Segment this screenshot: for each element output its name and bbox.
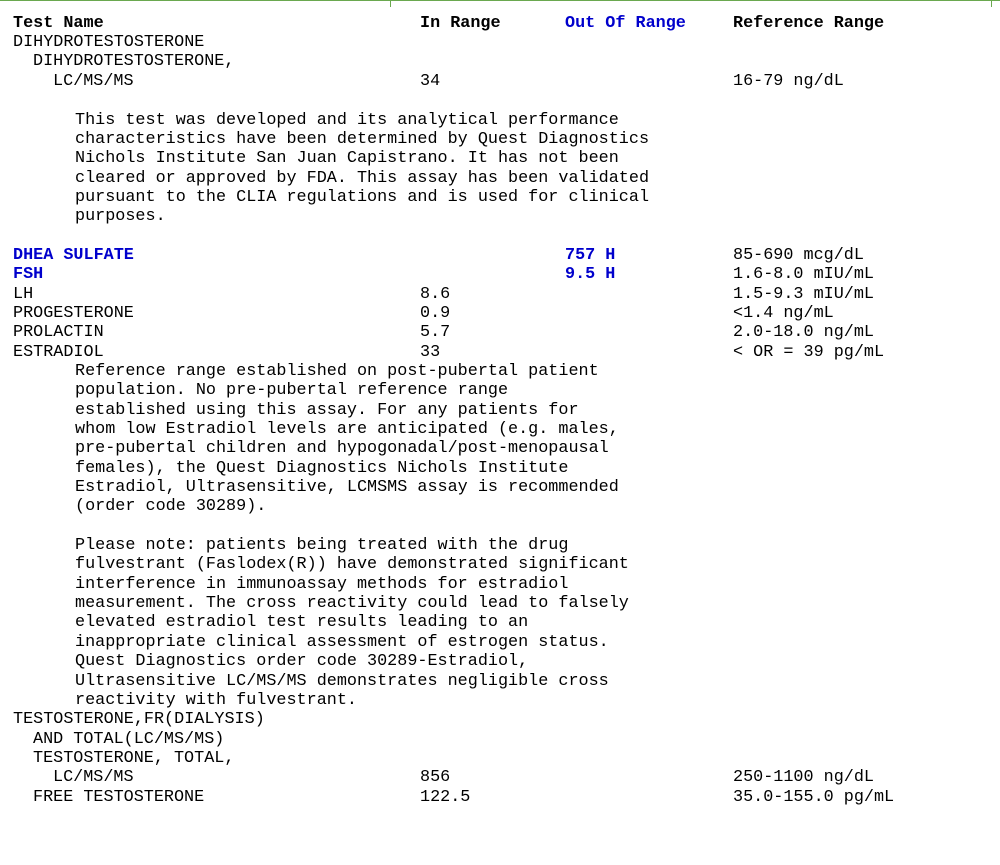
dht-note-line: characteristics have been determined by Quest Diagnostics [75,130,650,149]
testosterone-subtitle-row [0,730,1000,749]
dht-subtitle-row [0,52,1000,71]
result-reference: < OR = 39 pg/mL [733,343,885,362]
estradiol-note-line: Reference range established on post-pubertal patient [75,362,599,381]
result-name: FSH [13,265,44,284]
result-in-range: 8.6 [420,285,451,304]
estradiol-note-line: population. No pre-pubertal reference range [75,381,509,400]
estradiol-note-line: established using this assay. For any patients for [75,401,579,420]
estradiol-note2-line: measurement. The cross reactivity could lead to falsely [75,594,629,613]
result-in-range: 33 [420,343,441,362]
estradiol-note2-line: interference in immunoassay methods for estradiol [75,575,569,594]
testosterone-title-row [0,710,1000,729]
estradiol-note2-line: elevated estradiol test results leading to an [75,613,529,632]
estradiol-note2-line: reactivity with fulvestrant. [75,691,357,710]
dht-title-row [0,33,1000,52]
dht-method: LC/MS/MS [53,72,134,91]
dht-note-line: cleared or approved by FDA. This assay has been validated [75,169,650,188]
testosterone-free-value: 122.5 [420,788,471,807]
header-reference-range: Reference Range [733,14,885,33]
result-reference: 2.0-18.0 ng/mL [733,323,874,342]
dht-note-line: purposes. [75,207,166,226]
dht-note-line: pursuant to the CLIA regulations and is used for clinical [75,188,650,207]
result-row-fsh [0,265,1000,284]
result-in-range: 5.7 [420,323,451,342]
estradiol-note2-line: fulvestrant (Faslodex(R)) have demonstrated significant [75,555,629,574]
testosterone-total-title: TESTOSTERONE, TOTAL, [33,749,235,768]
result-reference: 85-690 mcg/dL [733,246,864,265]
estradiol-note2-line: Quest Diagnostics order code 30289-Estradiol, [75,652,529,671]
header-in-range: In Range [420,14,501,33]
testosterone-subtitle: AND TOTAL(LC/MS/MS) [33,730,225,749]
testosterone-free-reference: 35.0-155.0 pg/mL [733,788,895,807]
testosterone-total-value: 856 [420,768,451,787]
estradiol-note-line: pre-pubertal children and hypogonadal/post-menopausal [75,439,609,458]
dht-note-line: This test was developed and its analytical performance [75,111,619,130]
estradiol-note2-line: Please note: patients being treated with the drug [75,536,569,555]
result-in-range: 0.9 [420,304,451,323]
header-out-of-range: Out Of Range [565,14,686,33]
result-name: PROLACTIN [13,323,104,342]
testosterone-title: TESTOSTERONE,FR(DIALYSIS) [13,710,265,729]
result-row-estradiol [0,343,1000,362]
result-reference: <1.4 ng/mL [733,304,834,323]
dht-result-row [0,72,1000,91]
testosterone-total-title-row [0,749,1000,768]
result-name: PROGESTERONE [13,304,134,323]
dht-title: DIHYDROTESTOSTERONE [13,33,205,52]
result-reference: 1.5-9.3 mIU/mL [733,285,874,304]
testosterone-total-row [0,768,1000,787]
estradiol-note-line: whom low Estradiol levels are anticipated (e.g. males, [75,420,619,439]
testosterone-free-name: FREE TESTOSTERONE [33,788,205,807]
testosterone-total-reference: 250-1100 ng/dL [733,768,874,787]
frame-top-line [0,0,1000,1]
frame-divider-right [991,0,992,7]
table-header [0,14,1000,33]
estradiol-note2-line: Ultrasensitive LC/MS/MS demonstrates negligible cross [75,672,609,691]
result-out-range: 9.5 H [565,265,616,284]
result-name: DHEA SULFATE [13,246,134,265]
result-name: ESTRADIOL [13,343,104,362]
frame-divider-left [390,0,391,7]
result-row-prolactin [0,323,1000,342]
dht-subtitle: DIHYDROTESTOSTERONE, [33,52,235,71]
result-row-progesterone [0,304,1000,323]
result-row-lh [0,285,1000,304]
result-name: LH [13,285,34,304]
result-reference: 1.6-8.0 mIU/mL [733,265,874,284]
header-test-name: Test Name [13,14,104,33]
dht-value: 34 [420,72,441,91]
testosterone-total-method: LC/MS/MS [53,768,134,787]
dht-reference: 16-79 ng/dL [733,72,844,91]
estradiol-note-line: females), the Quest Diagnostics Nichols Institute [75,459,569,478]
result-row-dhea-sulfate [0,246,1000,265]
result-out-range: 757 H [565,246,616,265]
estradiol-note-line: (order code 30289). [75,497,267,516]
dht-note-line: Nichols Institute San Juan Capistrano. It has not been [75,149,619,168]
estradiol-note2-line: inappropriate clinical assessment of estrogen status. [75,633,609,652]
testosterone-free-row [0,788,1000,807]
estradiol-note-line: Estradiol, Ultrasensitive, LCMSMS assay is recommended [75,478,619,497]
